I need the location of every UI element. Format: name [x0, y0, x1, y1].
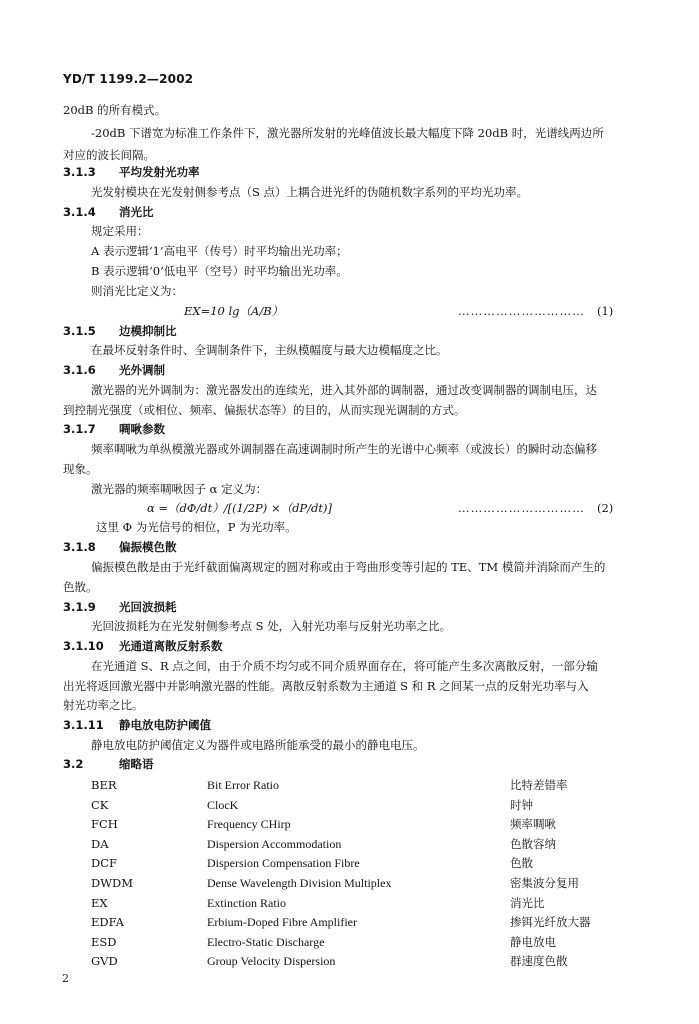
section-title: 消光比	[119, 205, 154, 219]
section-heading-3-1-11	[63, 716, 211, 734]
abbreviation-cell: ESD	[91, 934, 117, 949]
english-term-cell: Dispersion Compensation Fibre	[207, 856, 360, 871]
section-number: 3.1.9	[63, 600, 96, 614]
paragraph: 色散。	[63, 580, 98, 594]
chinese-term-cell: 色散容纳	[510, 836, 556, 851]
section-heading-3-1-9	[63, 598, 177, 616]
section-heading-3-2	[63, 755, 154, 773]
english-term-cell: Group Velocity Dispersion	[207, 954, 336, 969]
table-row	[0, 776, 699, 795]
paragraph: A 表示逻辑‘1’高电平（传号）时平均输出光功率；	[91, 244, 348, 258]
paragraph: 则消光比定义为：	[91, 284, 183, 298]
table-row	[0, 854, 699, 873]
chinese-term-cell: 静电放电	[510, 934, 556, 949]
equation-leader-dots: …………………………	[458, 501, 585, 515]
table-row	[0, 815, 699, 834]
english-term-cell: Dense Wavelength Division Multiplex	[207, 876, 392, 890]
paragraph: 出光将返回激光器中并影响激光器的性能。离散反射系数为主通道 S 和 R 之间某一点的反射光功率与入	[63, 679, 589, 693]
section-number: 3.1.6	[63, 363, 96, 377]
paragraph: 射光功率之比。	[63, 698, 144, 712]
section-title: 平均发射光功率	[119, 165, 200, 179]
paragraph: 频率啁啾为单纵模激光器或外调制器在高速调制时所产生的光谱中心频率（或波长）的瞬时动态偏移	[91, 442, 597, 456]
paragraph: 现象。	[63, 462, 98, 476]
table-row	[0, 913, 699, 932]
paragraph: 激光器的频率啁啾因子 α 定义为：	[91, 482, 268, 496]
section-number: 3.1.4	[63, 205, 96, 219]
paragraph: B 表示逻辑‘0’低电平（空号）时平均输出光功率。	[91, 264, 348, 278]
chinese-term-cell: 频率啁啾	[510, 817, 556, 832]
equation-number: (1)	[597, 304, 614, 318]
section-number: 3.1.8	[63, 540, 96, 554]
paragraph: 光发射模块在光发射侧参考点（S 点）上耦合进光纤的伪随机数字系列的平均光功率。	[91, 185, 529, 199]
chinese-term-cell: 色散	[510, 856, 533, 871]
section-number: 3.1.10	[63, 639, 104, 653]
english-term-cell: Erbium-Doped Fibre Amplifier	[207, 915, 357, 930]
section-heading-3-1-7	[63, 420, 165, 438]
page-number: 2	[62, 972, 69, 985]
section-title: 光通道离散反射系数	[119, 639, 223, 653]
table-row	[0, 796, 699, 815]
paragraph: 在最坏反射条件时、全调制条件下，主纵模幅度与最大边模幅度之比。	[91, 343, 448, 357]
abbreviation-cell: CK	[91, 797, 109, 812]
section-number: 3.2	[63, 757, 84, 771]
paragraph: 静电放电防护阈值定义为器件或电路所能承受的最小的静电电压。	[91, 738, 425, 752]
section-title: 偏振模色散	[119, 540, 177, 554]
section-title: 光回波损耗	[119, 600, 177, 614]
intro-line-2: -20dB 下谱宽为标准工作条件下，激光器所发射的光峰值波长最大幅度下降 20dB 时，光谱线两边所	[91, 126, 604, 140]
equation-1: EX=10 lg（A/B）	[184, 304, 284, 318]
equation-2: α =（dΦ/dt）/[(1/2P) ×（dP/dt)]	[147, 501, 333, 515]
paragraph: 到控制光强度（或相位、频率、偏振状态等）的目的，从而实现光调制的方式。	[63, 403, 466, 417]
paragraph: 激光器的光外调制为：激光器发出的连续光，进入其外部的调制器，通过改变调制器的调制电压，达	[91, 383, 597, 397]
abbreviation-cell: DWDM	[91, 876, 134, 890]
english-term-cell: Frequency CHirp	[207, 817, 291, 832]
table-row	[0, 894, 699, 913]
section-title: 啁啾参数	[119, 422, 165, 436]
section-heading-3-1-6	[63, 361, 165, 379]
section-number: 3.1.5	[63, 324, 96, 338]
paragraph: 规定采用：	[91, 224, 149, 238]
english-term-cell: ClocK	[207, 797, 239, 812]
chinese-term-cell: 时钟	[510, 797, 533, 812]
section-heading-3-1-3	[63, 163, 200, 181]
section-heading-3-1-8	[63, 538, 177, 556]
chinese-term-cell: 比特差错率	[510, 778, 568, 792]
abbreviation-cell: FCH	[91, 817, 118, 832]
table-row	[0, 933, 699, 952]
section-heading-3-1-10	[63, 637, 223, 655]
english-term-cell: Dispersion Accommodation	[207, 836, 342, 851]
paragraph: 这里 Φ 为光信号的相位，P 为光功率。	[96, 520, 297, 534]
english-term-cell: Electro-Static Discharge	[207, 934, 325, 949]
chinese-term-cell: 掺铒光纤放大器	[510, 915, 591, 930]
english-term-cell: Bit Error Ratio	[207, 778, 279, 792]
section-title: 边模抑制比	[119, 324, 177, 338]
intro-line-1: 20dB 的所有模式。	[63, 103, 167, 117]
section-title: 光外调制	[119, 363, 165, 377]
section-heading-3-1-4	[63, 203, 154, 221]
intro-line-3: 对应的波长间隔。	[63, 148, 155, 162]
section-number: 3.1.11	[63, 718, 104, 732]
abbreviation-cell: EDFA	[91, 915, 124, 930]
section-title: 静电放电防护阈值	[119, 718, 211, 732]
chinese-term-cell: 消光比	[510, 895, 545, 910]
table-row	[0, 835, 699, 854]
section-title: 缩略语	[119, 757, 154, 771]
section-number: 3.1.3	[63, 165, 96, 179]
paragraph: 在光通道 S、R 点之间，由于介质不均匀或不同介质界面存在，将可能产生多次离散反射，一部分输	[91, 659, 598, 673]
table-row	[0, 952, 699, 971]
abbreviation-cell: BER	[91, 778, 117, 792]
chinese-term-cell: 群速度色散	[510, 954, 568, 969]
paragraph: 光回波损耗为在光发射侧参考点 S 处，入射光功率与反射光功率之比。	[91, 619, 452, 633]
equation-leader-dots: …………………………	[458, 304, 585, 318]
section-number: 3.1.7	[63, 422, 96, 436]
abbreviation-cell: EX	[91, 895, 108, 910]
table-row	[0, 874, 699, 893]
abbreviation-cell: DA	[91, 836, 109, 851]
english-term-cell: Extinction Ratio	[207, 895, 286, 910]
equation-number: (2)	[597, 501, 614, 515]
standard-code-header: YD/T 1199.2—2002	[63, 72, 194, 86]
abbreviation-cell: DCF	[91, 856, 117, 871]
paragraph: 偏振模色散是由于光纤截面偏离规定的圆对称或由于弯曲形变等引起的 TE、TM 模简并消除而产生的	[91, 560, 606, 574]
abbreviation-cell: GVD	[91, 954, 118, 969]
chinese-term-cell: 密集波分复用	[510, 876, 579, 890]
section-heading-3-1-5	[63, 322, 177, 340]
